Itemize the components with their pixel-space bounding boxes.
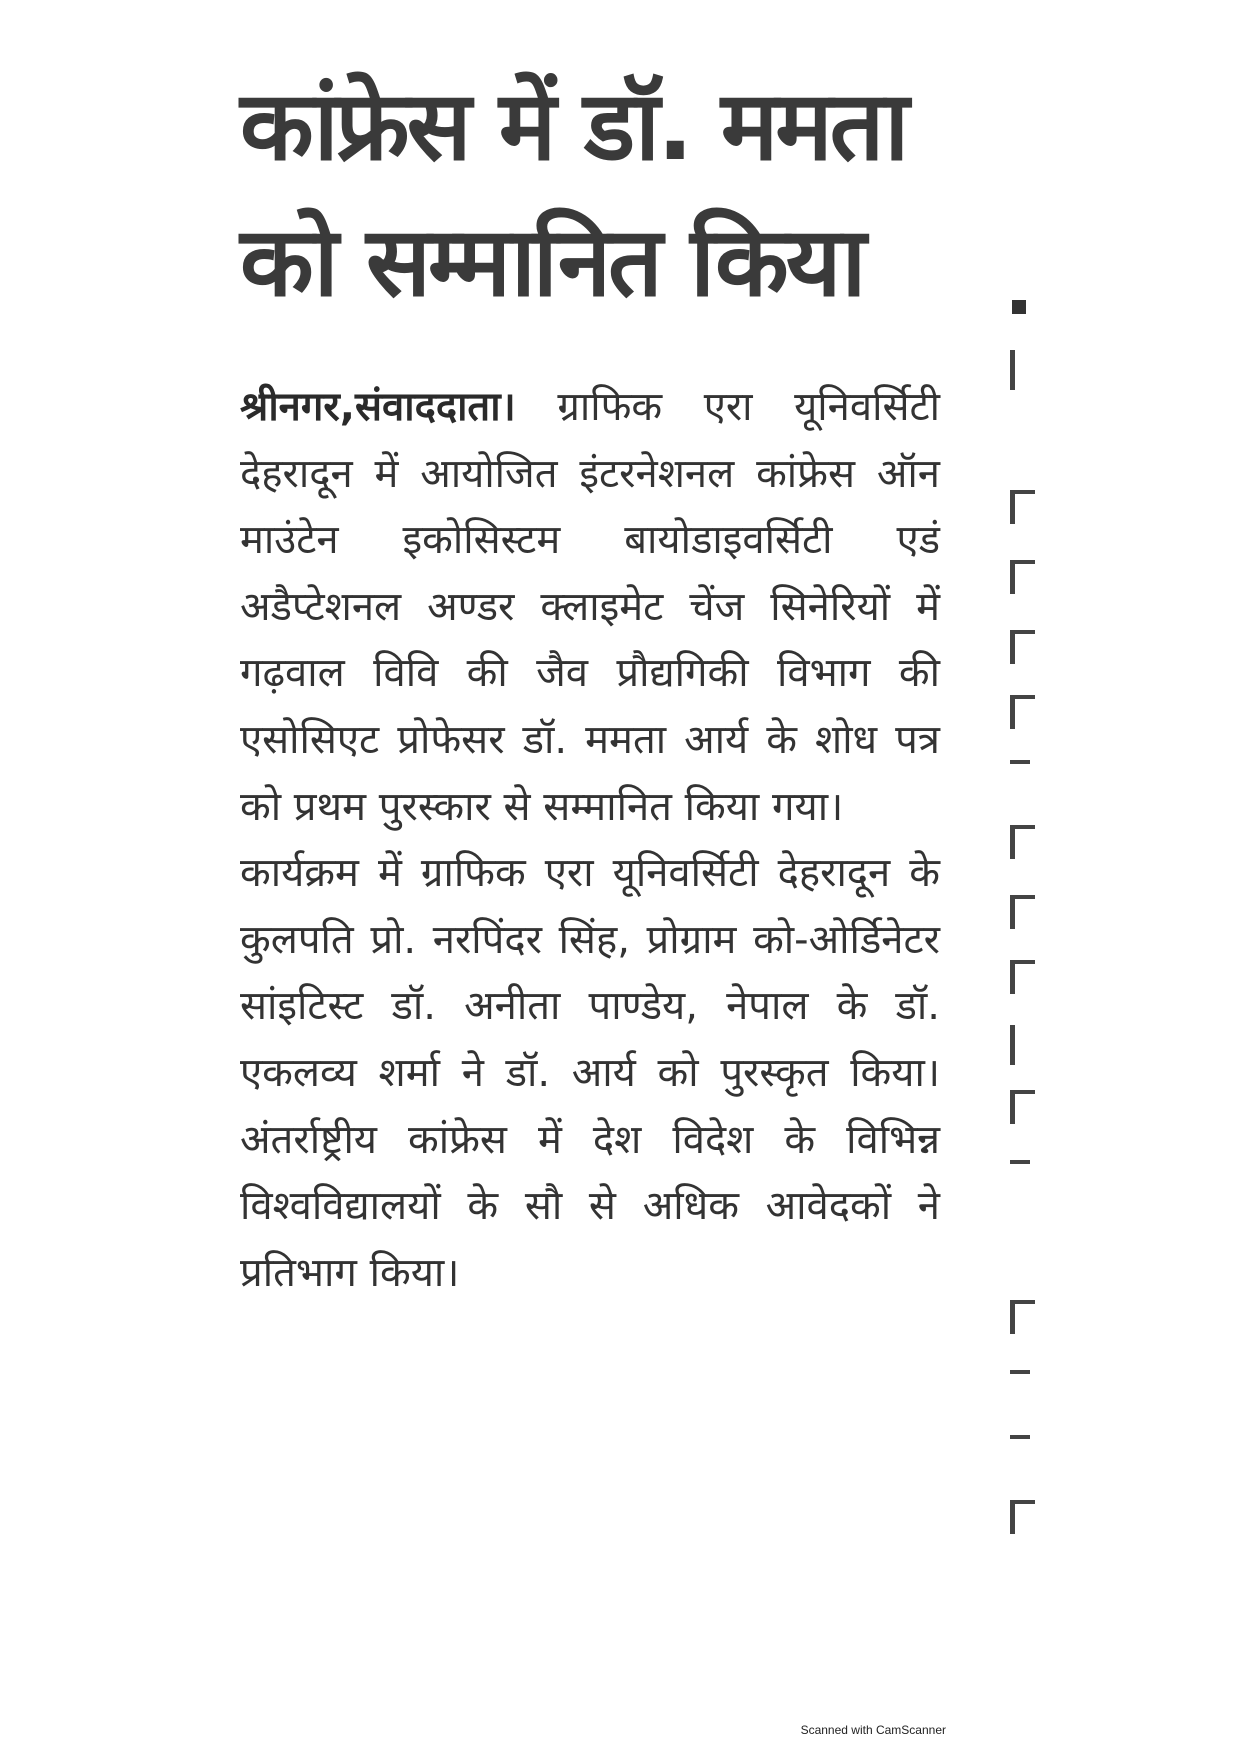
column-edge-mark bbox=[1010, 560, 1035, 594]
column-edge-mark bbox=[1010, 1025, 1035, 1065]
column-edge-mark bbox=[1010, 1500, 1035, 1534]
headline-line-2: को सम्मानित किया bbox=[240, 206, 864, 318]
column-edge-mark bbox=[1010, 760, 1030, 794]
column-edge-mark bbox=[1010, 1435, 1030, 1469]
column-edge-mark bbox=[1010, 960, 1035, 994]
column-edge-mark bbox=[1010, 1300, 1035, 1334]
headline bbox=[240, 58, 940, 330]
article-body bbox=[240, 374, 940, 1306]
column-edge-mark bbox=[1010, 1370, 1030, 1404]
column-edge-mark bbox=[1010, 695, 1035, 729]
paragraph-1-text: ग्राफिक एरा यूनिवर्सिटी देहरादून में आयोजित इंटरनेशनल कांफ्रेस ऑन माउंटेन इकोसिस्टम बायोडाइवर्सिटी एडं अडैप्टेशनल अण्डर क्लाइमेट चेंज सिनेरियों में गढ़वाल विवि की जैव प्रौद्यगिकी विभाग की एसोसिएट प्रोफेसर डॉ. ममता आर्य के शोध पत्र को प्रथम पुरस्कार से सम्मानित किया गया। bbox=[240, 384, 940, 830]
column-edge-mark bbox=[1010, 350, 1035, 390]
column-edge-mark bbox=[1010, 895, 1035, 929]
dateline: श्रीनगर,संवाददाता। bbox=[240, 384, 516, 430]
column-edge-mark bbox=[1010, 630, 1035, 664]
paragraph-1 bbox=[240, 374, 940, 840]
headline-line-1: कांफ्रेस में डॉ. ममता bbox=[240, 70, 907, 182]
column-edge-mark bbox=[1010, 825, 1035, 859]
column-edge-mark bbox=[1012, 300, 1026, 314]
news-article bbox=[240, 58, 940, 1306]
column-edge-mark bbox=[1010, 1160, 1030, 1194]
adjacent-column-fragment bbox=[1010, 300, 1040, 1720]
column-edge-mark bbox=[1010, 490, 1035, 524]
scanner-watermark: Scanned with CamScanner bbox=[800, 1723, 946, 1737]
paragraph-2: कार्यक्रम में ग्राफिक एरा यूनिवर्सिटी देहरादून के कुलपति प्रो. नरपिंदर सिंह, प्रोग्राम को-ओर्डिनेटर सांइटिस्ट डॉ. अनीता पाण्डेय, नेपाल के डॉ. एकलव्य शर्मा ने डॉ. आर्य को पुरस्कृत किया। अंतर्राष्ट्रीय कांफ्रेस में देश विदेश के विभिन्न विश्वविद्यालयों के सौ से अधिक आवेदकों ने प्रतिभाग किया। bbox=[240, 850, 940, 1296]
column-edge-mark bbox=[1010, 1090, 1035, 1124]
